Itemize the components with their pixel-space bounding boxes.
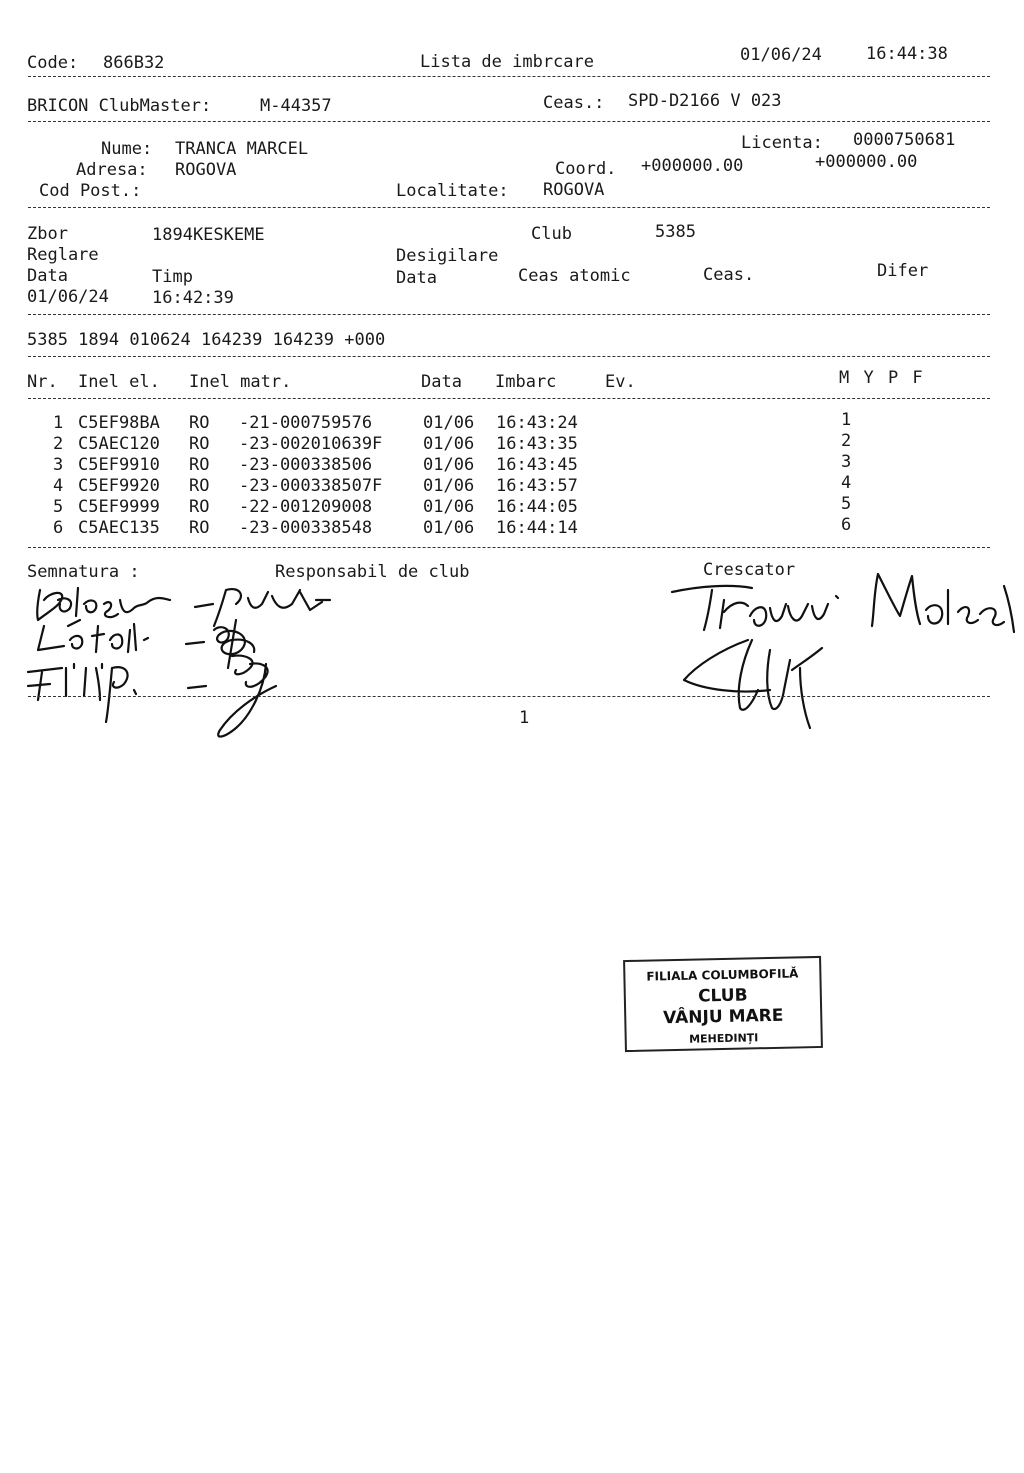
reglare-date: 01/06/24	[27, 287, 109, 307]
row-inel-matr: -23-000338548	[239, 518, 373, 538]
row-inel-matr: -23-000338506	[239, 455, 373, 475]
row-data: 01/06	[423, 476, 475, 496]
row-imbarc: 16:43:35	[496, 434, 578, 454]
stamp-line-3: VÂNJU MARE	[662, 1005, 784, 1029]
row-nr: 6	[53, 518, 64, 538]
divider	[28, 696, 990, 697]
row-nr: 3	[53, 455, 64, 475]
row-inel-el: C5AEC135	[78, 518, 160, 538]
stamp-line-1: FILIALA COLUMBOFILĂ	[646, 966, 799, 984]
row-m: 1	[841, 410, 852, 430]
row-nr: 4	[53, 476, 64, 496]
zbor-value: 1894KESKEME	[152, 225, 265, 245]
row-imbarc: 16:44:14	[496, 518, 578, 538]
row-inel-el: C5EF98BA	[78, 413, 160, 433]
system-value: M-44357	[260, 96, 332, 116]
row-inel-el: C5EF9910	[78, 455, 160, 475]
difer-label: Difer	[877, 261, 929, 281]
license-value: 0000750681	[853, 130, 956, 150]
row-country: RO	[189, 518, 210, 538]
row-m: 6	[841, 515, 852, 535]
print-date: 01/06/24	[740, 45, 822, 65]
coord-label: Coord.	[555, 159, 617, 179]
row-country: RO	[189, 497, 210, 517]
row-imbarc: 16:43:45	[496, 455, 578, 475]
row-inel-matr: -21-000759576	[239, 413, 373, 433]
row-inel-matr: -22-001209008	[239, 497, 373, 517]
row-data: 01/06	[423, 518, 475, 538]
address-label: Adresa:	[76, 160, 148, 180]
col-inel-el: Inel el.	[78, 372, 160, 392]
row-inel-matr: -23-000338507F	[239, 476, 383, 496]
postal-label: Cod Post.:	[39, 181, 142, 201]
row-data: 01/06	[423, 434, 475, 454]
page-number: 1	[519, 708, 530, 728]
code-label: Code:	[27, 53, 79, 73]
row-m: 2	[841, 431, 852, 451]
ceas-atomic-label: Ceas atomic	[518, 266, 631, 286]
row-imbarc: 16:43:57	[496, 476, 578, 496]
print-time: 16:44:38	[866, 44, 948, 64]
row-data: 01/06	[423, 455, 475, 475]
col-mypf: M Y P F	[839, 368, 923, 388]
coord-lon: +000000.00	[815, 152, 918, 172]
row-nr: 5	[53, 497, 64, 517]
club-stamp	[623, 956, 823, 1052]
row-m: 4	[841, 473, 852, 493]
row-nr: 1	[53, 413, 64, 433]
row-nr: 2	[53, 434, 64, 454]
crescator-label: Crescator	[703, 560, 796, 580]
row-country: RO	[189, 413, 210, 433]
row-data: 01/06	[423, 497, 475, 517]
row-inel-el: C5EF9920	[78, 476, 160, 496]
name-label: Nume:	[101, 139, 153, 159]
reglare-label: Reglare	[27, 245, 99, 265]
locality-value: ROGOVA	[543, 180, 605, 200]
document-title: Lista de imbrcare	[420, 52, 594, 72]
row-country: RO	[189, 434, 210, 454]
club-label: Club	[531, 224, 572, 244]
row-inel-el: C5EF9999	[78, 497, 160, 517]
code-value: 866B32	[103, 53, 165, 73]
clock-label: Ceas.:	[543, 93, 605, 113]
stamp-line-2: CLUB	[697, 985, 748, 1007]
timp-label: Timp	[152, 267, 193, 287]
stamp-line-4: MEHEDINȚI	[688, 1031, 759, 1046]
row-inel-el: C5AEC120	[78, 434, 160, 454]
club-value: 5385	[655, 222, 696, 242]
desigilare-label: Desigilare	[396, 246, 499, 266]
address-value: ROGOVA	[175, 160, 237, 180]
col-ev: Ev.	[605, 372, 636, 392]
row-m: 3	[841, 452, 852, 472]
row-country: RO	[189, 476, 210, 496]
col-imbarc: Imbarc	[495, 372, 557, 392]
code-line: 5385 1894 010624 164239 164239 +000	[27, 330, 386, 350]
coord-lat: +000000.00	[641, 156, 744, 176]
data-label: Data	[27, 266, 68, 286]
row-imbarc: 16:43:24	[496, 413, 578, 433]
clock-value: SPD-D2166 V 023	[628, 91, 782, 111]
col-inel-matr: Inel matr.	[189, 372, 292, 392]
row-country: RO	[189, 455, 210, 475]
semnatura-label: Semnatura :	[27, 562, 140, 582]
locality-label: Localitate:	[396, 181, 509, 201]
system-label: BRICON ClubMaster:	[27, 96, 212, 116]
desigilare-data-label: Data	[396, 268, 437, 288]
zbor-label: Zbor	[27, 224, 68, 244]
row-data: 01/06	[423, 413, 475, 433]
responsabil-label: Responsabil de club	[275, 562, 470, 582]
ceas-label: Ceas.	[703, 265, 755, 285]
row-m: 5	[841, 494, 852, 514]
row-inel-matr: -23-002010639F	[239, 434, 383, 454]
col-data: Data	[421, 372, 462, 392]
col-nr: Nr.	[27, 372, 58, 392]
license-label: Licenta:	[741, 133, 823, 153]
reglare-time: 16:42:39	[152, 288, 234, 308]
row-imbarc: 16:44:05	[496, 497, 578, 517]
owner-name: TRANCA MARCEL	[175, 139, 309, 159]
